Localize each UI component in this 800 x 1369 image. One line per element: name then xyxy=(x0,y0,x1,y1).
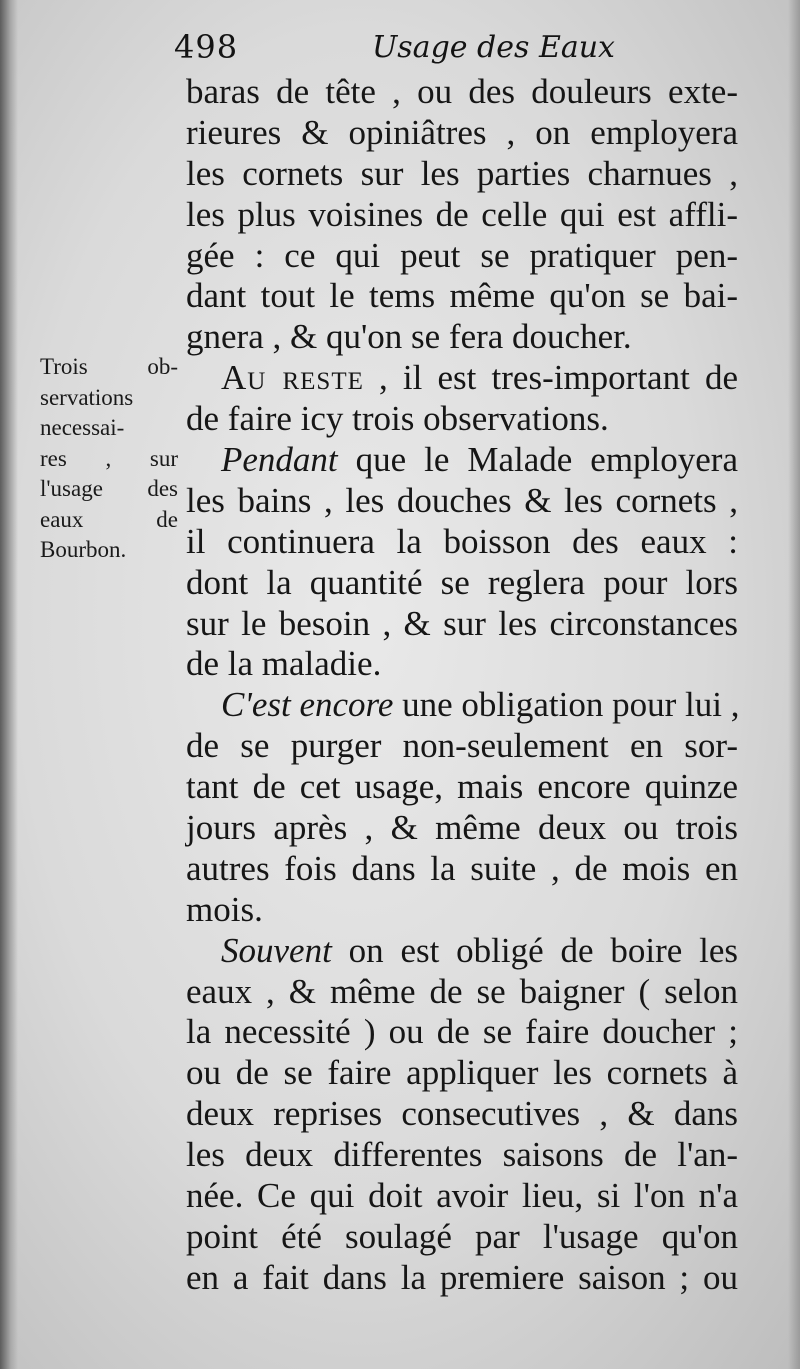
body-text xyxy=(186,72,738,1299)
paragraph-cest-encore-first-line xyxy=(186,685,738,726)
text-line: tant de cet usage, mais encore quinze xyxy=(186,767,738,807)
text-line: de se purger non-seulement en sor- xyxy=(186,726,738,766)
lead-word-italic: Pendant xyxy=(221,440,338,480)
paragraph-souvent-first-line xyxy=(186,931,738,972)
text-line: rieures & opiniâtres , on employera xyxy=(186,112,738,152)
text-line: la necessité ) ou de se faire doucher ; xyxy=(186,1012,738,1052)
page-gutter-shadow xyxy=(0,0,18,1369)
text-line: baras de tête , ou des douleurs exte- xyxy=(186,72,738,111)
margin-note-line: l'usage des xyxy=(40,476,178,501)
text-line: jours après , & même deux ou trois xyxy=(186,808,738,848)
line-rest: , il est tres-important de xyxy=(363,358,738,398)
page-number: 498 xyxy=(174,28,239,66)
text-line: sur le besoin , & sur les circonstances xyxy=(186,603,738,643)
lead-words-small-caps: Au reste xyxy=(221,358,364,398)
margin-note-line: Trois ob- xyxy=(40,354,178,379)
line-rest: on est obligé de boire les xyxy=(331,930,738,970)
lead-word-italic: Souvent xyxy=(221,930,332,970)
text-line: gée : ce qui peut se pratiquer pen- xyxy=(186,235,738,275)
paragraph-pendant-first-line xyxy=(186,440,738,481)
margin-note-line: eaux de xyxy=(40,506,178,532)
text-line: les cornets sur les parties charnues , xyxy=(186,153,738,193)
text-line: point été soulagé par l'usage qu'on xyxy=(186,1216,738,1256)
text-line: les deux differentes saisons de l'an- xyxy=(186,1135,738,1175)
line-rest: une obligation pour lui , xyxy=(393,685,740,725)
text-line: il continuera la boisson des eaux : xyxy=(186,521,738,561)
margin-note xyxy=(40,352,178,566)
text-line: les bains , les douches & les cornets , xyxy=(186,480,738,520)
running-head: Usage des Eaux xyxy=(372,30,615,65)
text-line: de la maladie. xyxy=(186,644,382,684)
text-line: dont la quantité se reglera pour lors xyxy=(186,562,738,602)
paragraph-au-reste-first-line xyxy=(186,358,738,399)
text-line: mois. xyxy=(186,889,263,929)
line-rest: que le Malade employera xyxy=(337,440,738,480)
text-line: deux reprises consecutives , & dans xyxy=(186,1094,738,1134)
text-line: en a fait dans la premiere saison ; ou xyxy=(186,1257,738,1297)
text-line: eaux , & même de se baigner ( selon xyxy=(186,971,738,1011)
text-line: de faire icy trois observations. xyxy=(186,399,609,439)
page-edge-shadow xyxy=(788,0,800,1369)
margin-note-line: res , sur xyxy=(40,445,178,471)
text-line: ou de se faire appliquer les cornets à xyxy=(186,1053,738,1093)
text-line: née. Ce qui doit avoir lieu, si l'on n'a xyxy=(186,1176,738,1216)
lead-words-italic: C'est encore xyxy=(221,685,394,725)
margin-note-line: necessai- xyxy=(40,415,125,440)
text-line: dant tout le tems même qu'on se bai- xyxy=(186,276,738,316)
text-line: les plus voisines de celle qui est affli- xyxy=(186,194,738,234)
text-line: gnera , & qu'on se fera doucher. xyxy=(186,317,632,357)
page-header xyxy=(174,22,742,72)
text-line: autres fois dans la suite , de mois en xyxy=(186,848,738,888)
margin-note-line: Bourbon. xyxy=(40,537,127,562)
margin-note-line: servations xyxy=(40,384,134,410)
